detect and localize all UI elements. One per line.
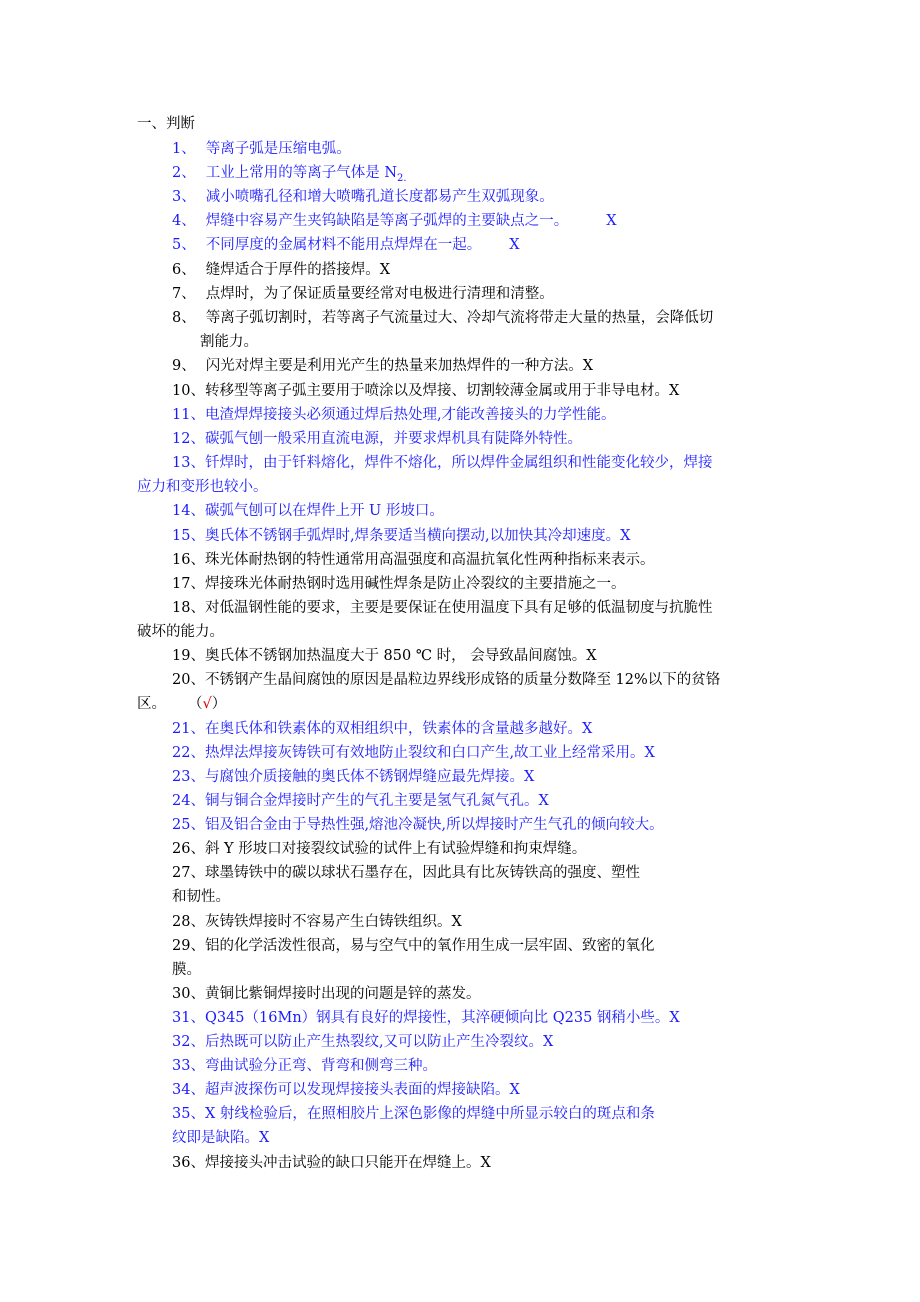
question-text: 等离子弧是压缩电弧。 [205,141,351,157]
question-number: 20、 [172,672,205,688]
question-text: 热焊法焊接灰铸铁可有效地防止裂纹和白口产生,故工业上经常采用。X [204,745,655,761]
question-text: X 射线检验后，在照相胶片上深色影像的焊缝中所显示较白的斑点和条 [204,1106,655,1122]
question-text: 点焊时，为了保证质量要经常对电极进行清理和清整。 [205,286,554,302]
question-number: 21、 [172,721,205,737]
question-number: 3、 [172,189,196,205]
question-number: 9、 [172,358,196,374]
answer-close-paren: ） [211,696,227,712]
question-12 [172,427,582,451]
question-number: 32、 [172,1034,205,1050]
question-number: 30、 [172,986,205,1002]
question-text: 奥氏体不锈钢加热温度大于 850 ℃ 时， 会导致晶间腐蚀。X [204,648,597,664]
question-36 [172,1151,491,1175]
question-number: 14、 [172,503,205,519]
question-11 [172,403,616,427]
question-number: 11、 [172,407,205,423]
question-32 [172,1030,553,1054]
question-number: 24、 [172,793,205,809]
question-number: 15、 [172,528,205,544]
question-text: 电渣焊焊接接头必须通过焊后热处理,才能改善接头的力学性能。 [204,407,616,423]
question-text: 超声波探伤可以发现焊接接头表面的焊接缺陷。X [204,1082,520,1098]
question-text: 不同厚度的金属材料不能用点焊焊在一起。 [205,237,482,253]
subscript: 2. [397,172,407,184]
question-number: 22、 [172,745,205,761]
question-9 [172,354,593,378]
question-35 [172,1102,655,1126]
question-text: 碳弧气刨一般采用直流电源，并要求焊机具有陡降外特性。 [204,431,582,447]
question-text: 不锈钢产生晶间腐蚀的原因是晶粒边界线形成铬的质量分数降至 12%以下的贫铬 [204,672,721,688]
question-text: 焊缝中容易产生夹钨缺陷是等离子弧焊的主要缺点之一。 [205,213,569,229]
question-number: 34、 [172,1082,205,1098]
question-text: 等离子弧切割时，若等离子气流量过大、冷却气流将带走大量的热量，会降低切 [205,310,714,326]
question-29-continuation: 膜。 [172,962,201,978]
question-27-continuation: 和韧性。 [172,889,230,905]
question-18-continuation: 破坏的能力。 [137,624,224,640]
question-text: 对低温钢性能的要求，主要是要保证在使用温度下具有足够的低温韧度与抗脆性 [204,600,713,616]
question-number: 13、 [172,455,205,471]
question-number: 6、 [172,262,196,278]
question-23 [172,765,534,789]
question-34 [172,1078,520,1102]
question-number: 36、 [172,1155,205,1171]
question-13 [172,451,712,475]
question-text: 焊接接头冲击试验的缺口只能开在焊缝上。X [204,1155,491,1171]
question-number: 19、 [172,648,205,664]
section-heading: 一、判断 [137,116,195,132]
question-text: 灰铸铁焊接时不容易产生白铸铁组织。X [204,914,462,930]
question-8-continuation: 割能力。 [200,334,258,350]
question-29 [172,934,654,958]
question-1 [172,137,351,161]
question-33 [172,1054,437,1078]
question-number: 10、 [172,383,205,399]
question-number: 16、 [172,552,205,568]
question-text: 铜与铜合金焊接时产生的气孔主要是氢气孔氮气孔。X [204,793,549,809]
question-18 [172,596,712,620]
question-30 [172,982,480,1006]
question-text: 在奥氏体和铁素体的双相组织中，铁素体的含量越多越好。X [204,721,593,737]
question-6 [172,258,390,282]
question-text: 弯曲试验分正弯、背弯和侧弯三种。 [204,1058,437,1074]
question-5 [172,233,520,257]
answer-mark: X [509,237,520,253]
question-text: 缝焊适合于厚件的搭接焊。X [205,262,391,278]
question-text: 钎焊时，由于钎料熔化，焊件不熔化，所以焊件金属组织和性能变化较少，焊接 [204,455,713,471]
question-number: 8、 [172,310,196,326]
question-text: 铝及铝合金由于导热性强,熔池冷凝快,所以焊接时产生气孔的倾向较大。 [204,817,664,833]
question-text: 转移型等离子弧主要用于喷涂以及焊接、切割较薄金属或用于非导电材。X [204,383,680,399]
question-8 [172,306,713,330]
question-7 [172,282,554,306]
question-number: 7、 [172,286,196,302]
question-text: 焊接珠光体耐热钢时选用碱性焊条是防止冷裂纹的主要措施之一。 [204,576,626,592]
question-35-continuation: 纹即是缺陷。X [172,1130,270,1146]
question-26 [172,837,586,861]
question-text: 闪光对焊主要是利用光产生的热量来加热焊件的一种方法。X [205,358,594,374]
question-number: 29、 [172,938,205,954]
question-14 [172,499,444,523]
continuation-text: 区。 [137,696,166,712]
question-4 [172,209,617,233]
question-text: Q345（16Mn）钢具有良好的焊接性，其淬硬倾向比 Q235 钢稍小些。X [204,1010,680,1026]
question-number: 35、 [172,1106,205,1122]
question-number: 12、 [172,431,205,447]
question-text: 奥氏体不锈钢手弧焊时,焊条要适当横向摆动,以加快其冷却速度。X [204,528,631,544]
question-19 [172,644,597,668]
question-15 [172,524,631,548]
question-28 [172,910,462,934]
question-number: 33、 [172,1058,205,1074]
question-17 [172,572,625,596]
question-text: 减小喷嘴孔径和增大喷嘴孔道长度都易产生双弧现象。 [205,189,554,205]
question-16 [172,548,654,572]
question-10 [172,379,679,403]
question-number: 31、 [172,1010,205,1026]
question-number: 1、 [172,141,196,157]
question-24 [172,789,549,813]
question-text: 工业上常用的等离子气体是 N [205,165,398,181]
question-20 [172,668,720,692]
question-number: 27、 [172,865,205,881]
question-number: 28、 [172,914,205,930]
question-text: 后热既可以防止产生热裂纹,又可以防止产生冷裂纹。X [204,1034,554,1050]
question-number: 4、 [172,213,196,229]
question-text: 珠光体耐热钢的特性通常用高温强度和高温抗氧化性两种指标来表示。 [204,552,655,568]
question-22 [172,741,655,765]
answer-mark: X [606,213,617,229]
answer-open-paren: （ [188,696,203,712]
question-3 [172,185,554,209]
question-25 [172,813,664,837]
question-number: 17、 [172,576,205,592]
question-number: 2、 [172,165,196,181]
question-text: 球墨铸铁中的碳以球状石墨存在，因此具有比灰铸铁高的强度、塑性 [204,865,640,881]
question-text: 碳弧气刨可以在焊件上开 U 形坡口。 [204,503,444,519]
question-number: 23、 [172,769,205,785]
question-text: 黄铜比紫铜焊接时出现的问题是锌的蒸发。 [204,986,481,1002]
question-number: 5、 [172,237,196,253]
question-27 [172,861,640,885]
check-mark: √ [202,696,212,712]
question-21 [172,717,592,741]
question-13-continuation: 应力和变形也较小。 [137,479,268,495]
question-number: 25、 [172,817,205,833]
question-text: 斜 Y 形坡口对接裂纹试验的试件上有试验焊缝和拘束焊缝。 [204,841,587,857]
question-20-continuation [137,692,226,716]
question-text: 与腐蚀介质接触的奥氏体不锈钢焊缝应最先焊接。X [204,769,535,785]
question-number: 26、 [172,841,205,857]
question-text: 铝的化学活泼性很高，易与空气中的氧作用生成一层牢固、致密的氧化 [204,938,655,954]
question-31 [172,1006,680,1030]
question-number: 18、 [172,600,205,616]
